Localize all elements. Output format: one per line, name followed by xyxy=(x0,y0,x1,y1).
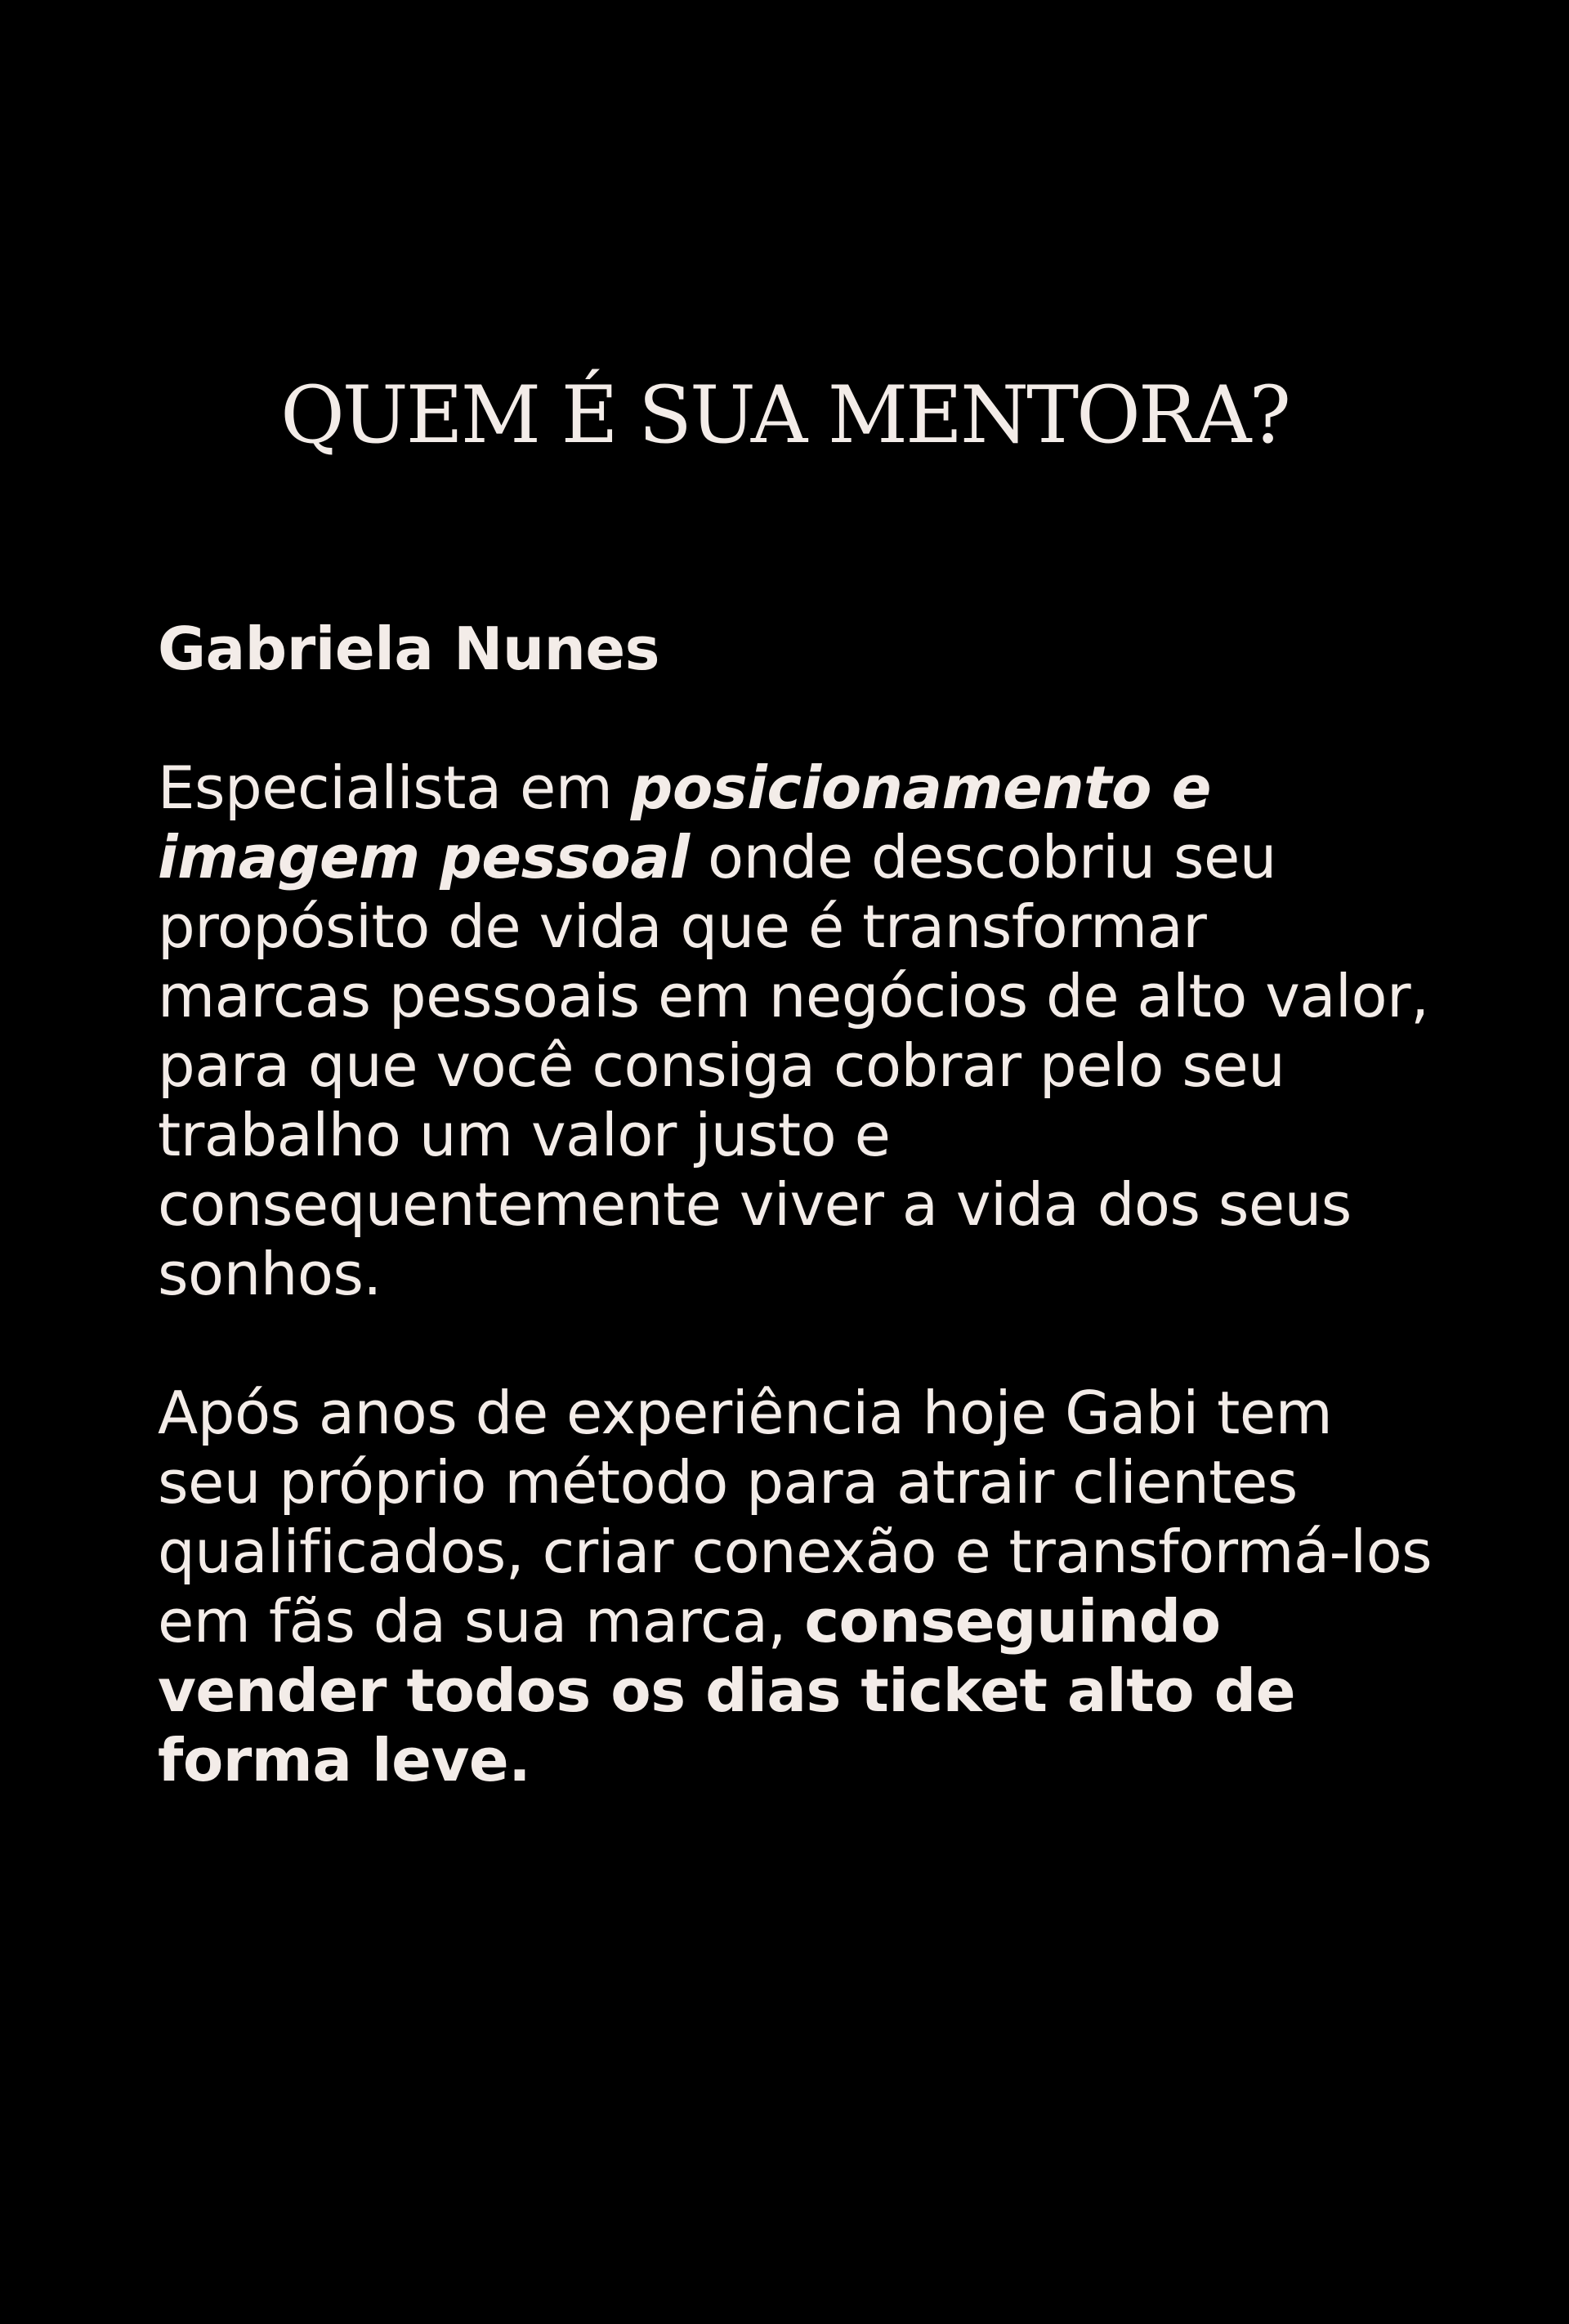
bio-paragraph-2-highlight: conseguindo vender todos os dias ticket alto de forma leve. xyxy=(158,1587,1296,1794)
bio-paragraph-1-intro: Especialista em xyxy=(158,753,631,822)
bio-paragraph-1 xyxy=(158,753,1433,1309)
bio-paragraph-2-text: Após anos de experiência hoje Gabi tem seu próprio método para atrair clientes qualificados, criar conexão e transformá-los em fãs da sua marca, xyxy=(158,1379,1433,1656)
bio-paragraph-1-emphasis: posicionamento e imagem pessoal xyxy=(158,753,1211,892)
bio-paragraph-1-rest: onde descobriu seu propósito de vida que é transformar marcas pessoais em negócios de alto valor, para que você consiga cobrar pelo seu trabalho um valor justo e consequentemente viver a vida dos seus sonhos. xyxy=(158,823,1429,1308)
page-title: QUEM É SUA MENTORA? xyxy=(280,369,1289,461)
mentor-bio xyxy=(158,615,1433,1795)
bio-paragraph-2 xyxy=(158,1379,1433,1795)
mentor-name: Gabriela Nunes xyxy=(158,615,660,683)
